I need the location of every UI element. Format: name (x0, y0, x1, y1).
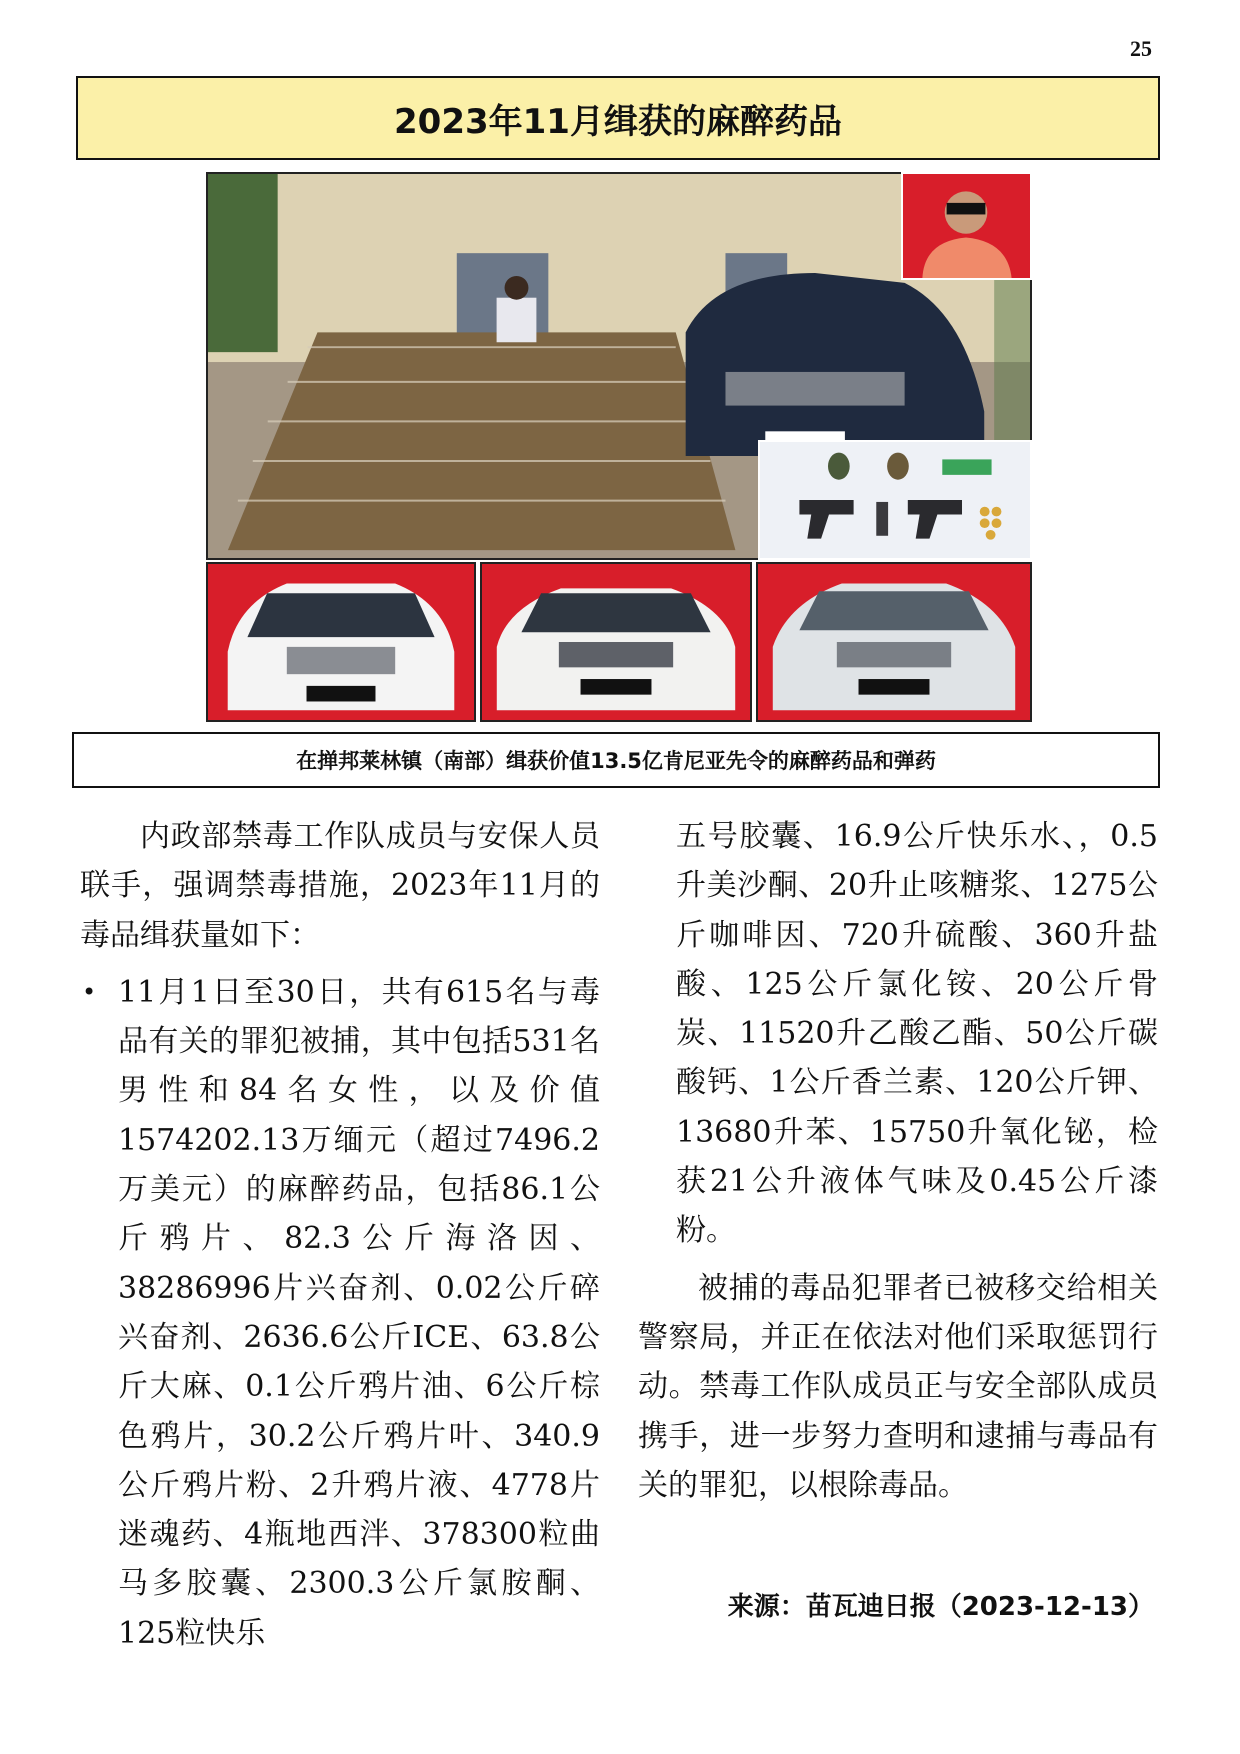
seizure-list-item (80, 968, 600, 1658)
seizure-details-part2: 五号胶囊、16.9公斤快乐水、，0.5升美沙酮、20升止咳糖浆、1275公斤咖啡因、720升硫酸、360升盐酸、125公斤氯化铵、20公斤骨炭、11520升乙酸乙酯、50公斤碳酸钙、1公斤香兰素、120公斤钾、13680升苯、15750升氧化铋，检获21公升液体气味及0.45公斤漆粉。 (676, 819, 1158, 1249)
photo-caption: 在掸邦莱林镇（南部）缉获价值13.5亿肯尼亚先令的麻醉药品和弹药 (72, 732, 1160, 788)
car-photo-1 (206, 562, 476, 722)
car-photo-2 (480, 562, 752, 722)
suspect-photo (901, 172, 1032, 280)
page-number: 25 (1130, 36, 1152, 61)
page-title: 2023年11月缉获的麻醉药品 (394, 101, 842, 142)
car-photo-3 (756, 562, 1032, 722)
title-banner (76, 76, 1160, 160)
article-column-right (638, 812, 1158, 1510)
article-column-left (80, 812, 600, 1658)
bullet-icon: • (82, 977, 97, 1006)
seizure-details-part1: 11月1日至30日，共有615名与毒品有关的罪犯被捕，其中包括531名男性和84名女性，以及价值1574202.13万缅元（超过7496.2万美元）的麻醉药品，包括86.1公斤鸦片、82.3公斤海洛因、38286996片兴奋剂、0.02公斤碎兴奋剂、2636.6公斤ICE、63.8公斤大麻、0.1公斤鸦片油、6公斤棕色鸦片，30.2公斤鸦片叶、340.9公斤鸦片粉、2升鸦片液、4778片迷魂药、4瓶地西泮、378300粒曲马多胶囊、2300.3公斤氯胺酮、125粒快乐 (118, 974, 600, 1651)
source-credit: 来源：苗瓦迪日报（2023-12-13） (727, 1592, 1154, 1622)
conclusion-paragraph: 被捕的毒品犯罪者已被移交给相关警察局，并正在依法对他们采取惩罚行动。禁毒工作队成员正与安全部队成员携手，进一步努力查明和逮捕与毒品有关的罪犯，以根除毒品。 (638, 1270, 1158, 1503)
intro-paragraph: 内政部禁毒工作队成员与安保人员联手，强调禁毒措施，2023年11月的毒品缉获量如下： (80, 819, 600, 953)
weapons-photo (758, 440, 1032, 560)
